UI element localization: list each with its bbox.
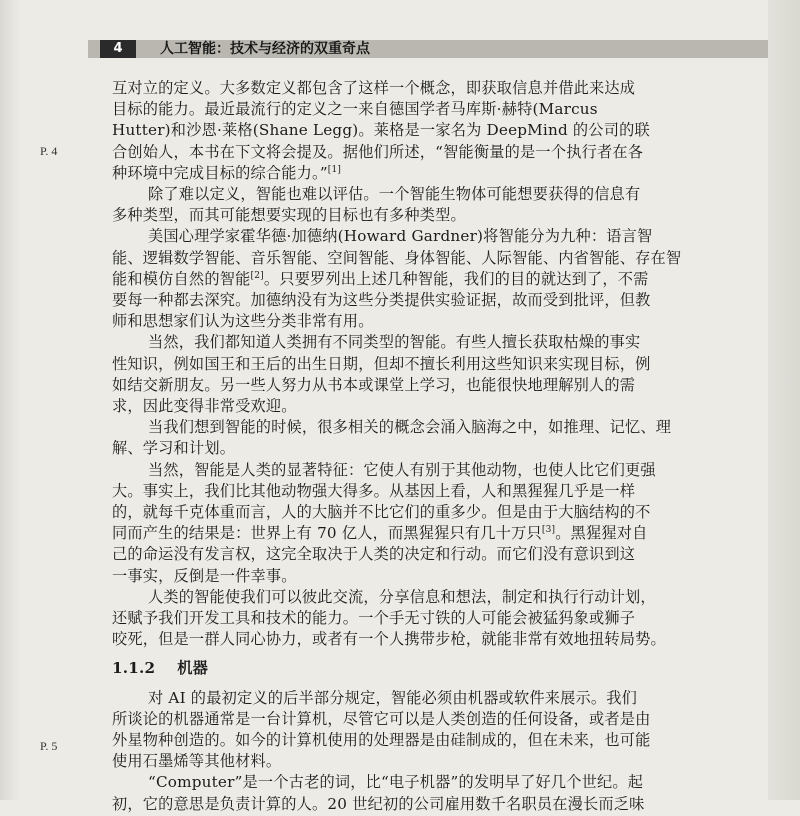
- page-gutter-shadow: [0, 0, 20, 800]
- text-line: 所谈论的机器通常是一台计算机，尽管它可以是人类创造的任何设备，或者是由: [112, 709, 651, 728]
- margin-page-ref: P. 5: [40, 739, 58, 754]
- text-line: 合创始人，本书在下文将会提及。据他们所述，“智能衡量的是一个执行者在各: [112, 142, 644, 161]
- text-line: 人类的智能使我们可以彼此交流，分享信息和想法，制定和执行行动计划，: [148, 587, 656, 606]
- text-line: 初，它的意思是负责计算的人。20 世纪初的公司雇用数千名职员在漫长而乏味: [112, 794, 645, 813]
- text-line: 使用石墨烯等其他材料。: [112, 752, 282, 771]
- page-number: 4: [100, 40, 136, 58]
- text-line: “Computer”是一个古老的词，比“电子机器”的发明早了好几个世纪。起: [148, 773, 644, 792]
- margin-page-ref: P. 4: [40, 143, 58, 158]
- text-line: 的，就每千克体重而言，人的大脑并不比它们的重多少。但是由于大脑结构的不: [112, 503, 651, 521]
- text-line: 还赋予我们开发工具和技术的能力。一个手无寸铁的人可能会被猛犸象或狮子: [112, 609, 636, 627]
- footnote-ref: [1]: [327, 164, 342, 175]
- text-line: 师和思想家们认为这些分类非常有用。: [112, 312, 374, 331]
- text-line: 能和模仿自然的智能[2]。只要罗列出上述几种智能，我们的目的就达到了，不需: [112, 269, 649, 288]
- text-line: 要每一种都去深究。加德纳没有为这些分类提供实验证据，故而受到批评，但教: [112, 291, 651, 309]
- text-line: 美国心理学家霍华德·加德纳(Howard Gardner)将智能分为九种：语言智: [148, 227, 653, 246]
- text-line: 多种类型，而其可能想要实现的目标也有多种类型。: [112, 206, 466, 225]
- text-line: Hutter)和沙恩·莱格(Shane Legg)。莱格是一家名为 DeepMind 的公司的联: [112, 121, 650, 140]
- section-number: 1.1.2: [112, 659, 156, 678]
- running-title: 人工智能：技术与经济的双重奇点: [160, 41, 370, 57]
- text-line: 目标的能力。最近最流行的定义之一来自德国学者马库斯·赫特(Marcus: [112, 100, 598, 119]
- section-title: 机器: [177, 659, 209, 678]
- footnote-ref: [2]: [250, 270, 264, 281]
- text-line: 解、学习和计划。: [112, 439, 236, 458]
- text-line: 咬死，但是一群人同心协力，或者有一个人携带步枪，就能非常有效地扭转局势。: [112, 630, 666, 649]
- text-line: 大。事实上，我们比其他动物强大得多。从基因上看，人和黑猩猩几乎是一样: [112, 481, 636, 500]
- text-line: 如结交新朋友。另一些人努力从书本或课堂上学习，也能很快地理解别人的需: [112, 375, 636, 394]
- text-line: 能、逻辑数学智能、音乐智能、空间智能、身体智能、人际智能、内省智能、存在智: [112, 248, 682, 267]
- text-line: 当然，我们都知道人类拥有不同类型的智能。有些人擅长获取枯燥的事实: [148, 333, 641, 352]
- text-line: 性知识，例如国王和王后的出生日期，但却不擅长利用这些知识来实现目标，例: [112, 354, 651, 373]
- footnote-ref: [3]: [541, 525, 556, 536]
- text-line: 己的命运没有发言权，这完全取决于人类的决定和行动。而它们没有意识到这: [112, 545, 636, 564]
- text-line: 一事实，反倒是一件幸事。: [112, 566, 297, 585]
- text-line: 当然，智能是人类的显著特征：它使人有别于其他动物，也使人比它们更强: [148, 460, 656, 479]
- text-line: 同而产生的结果是：世界上有 70 亿人，而黑猩猩只有几十万只[3]。黑猩猩对自: [112, 524, 648, 543]
- text-line: 种环境中完成目标的综合能力。”[1]: [112, 163, 342, 182]
- text-line: 求，因此变得非常受欢迎。: [112, 397, 297, 415]
- text-line: 当我们想到智能的时候，很多相关的概念会涌入脑海之中，如推理、记忆、理: [148, 418, 672, 437]
- text-line: 除了难以定义，智能也难以评估。一个智能生物体可能想要获得的信息有: [148, 185, 641, 203]
- text-line: 互对立的定义。大多数定义都包含了这样一个概念，即获取信息并借此来达成: [112, 79, 636, 97]
- text-line: 对 AI 的最初定义的后半部分规定，智能必须由机器或软件来展示。我们: [148, 688, 638, 707]
- text-line: 外星物种创造的。如今的计算机使用的处理器是由硅制成的，但在未来，也可能: [112, 731, 651, 749]
- section-heading: [112, 656, 776, 680]
